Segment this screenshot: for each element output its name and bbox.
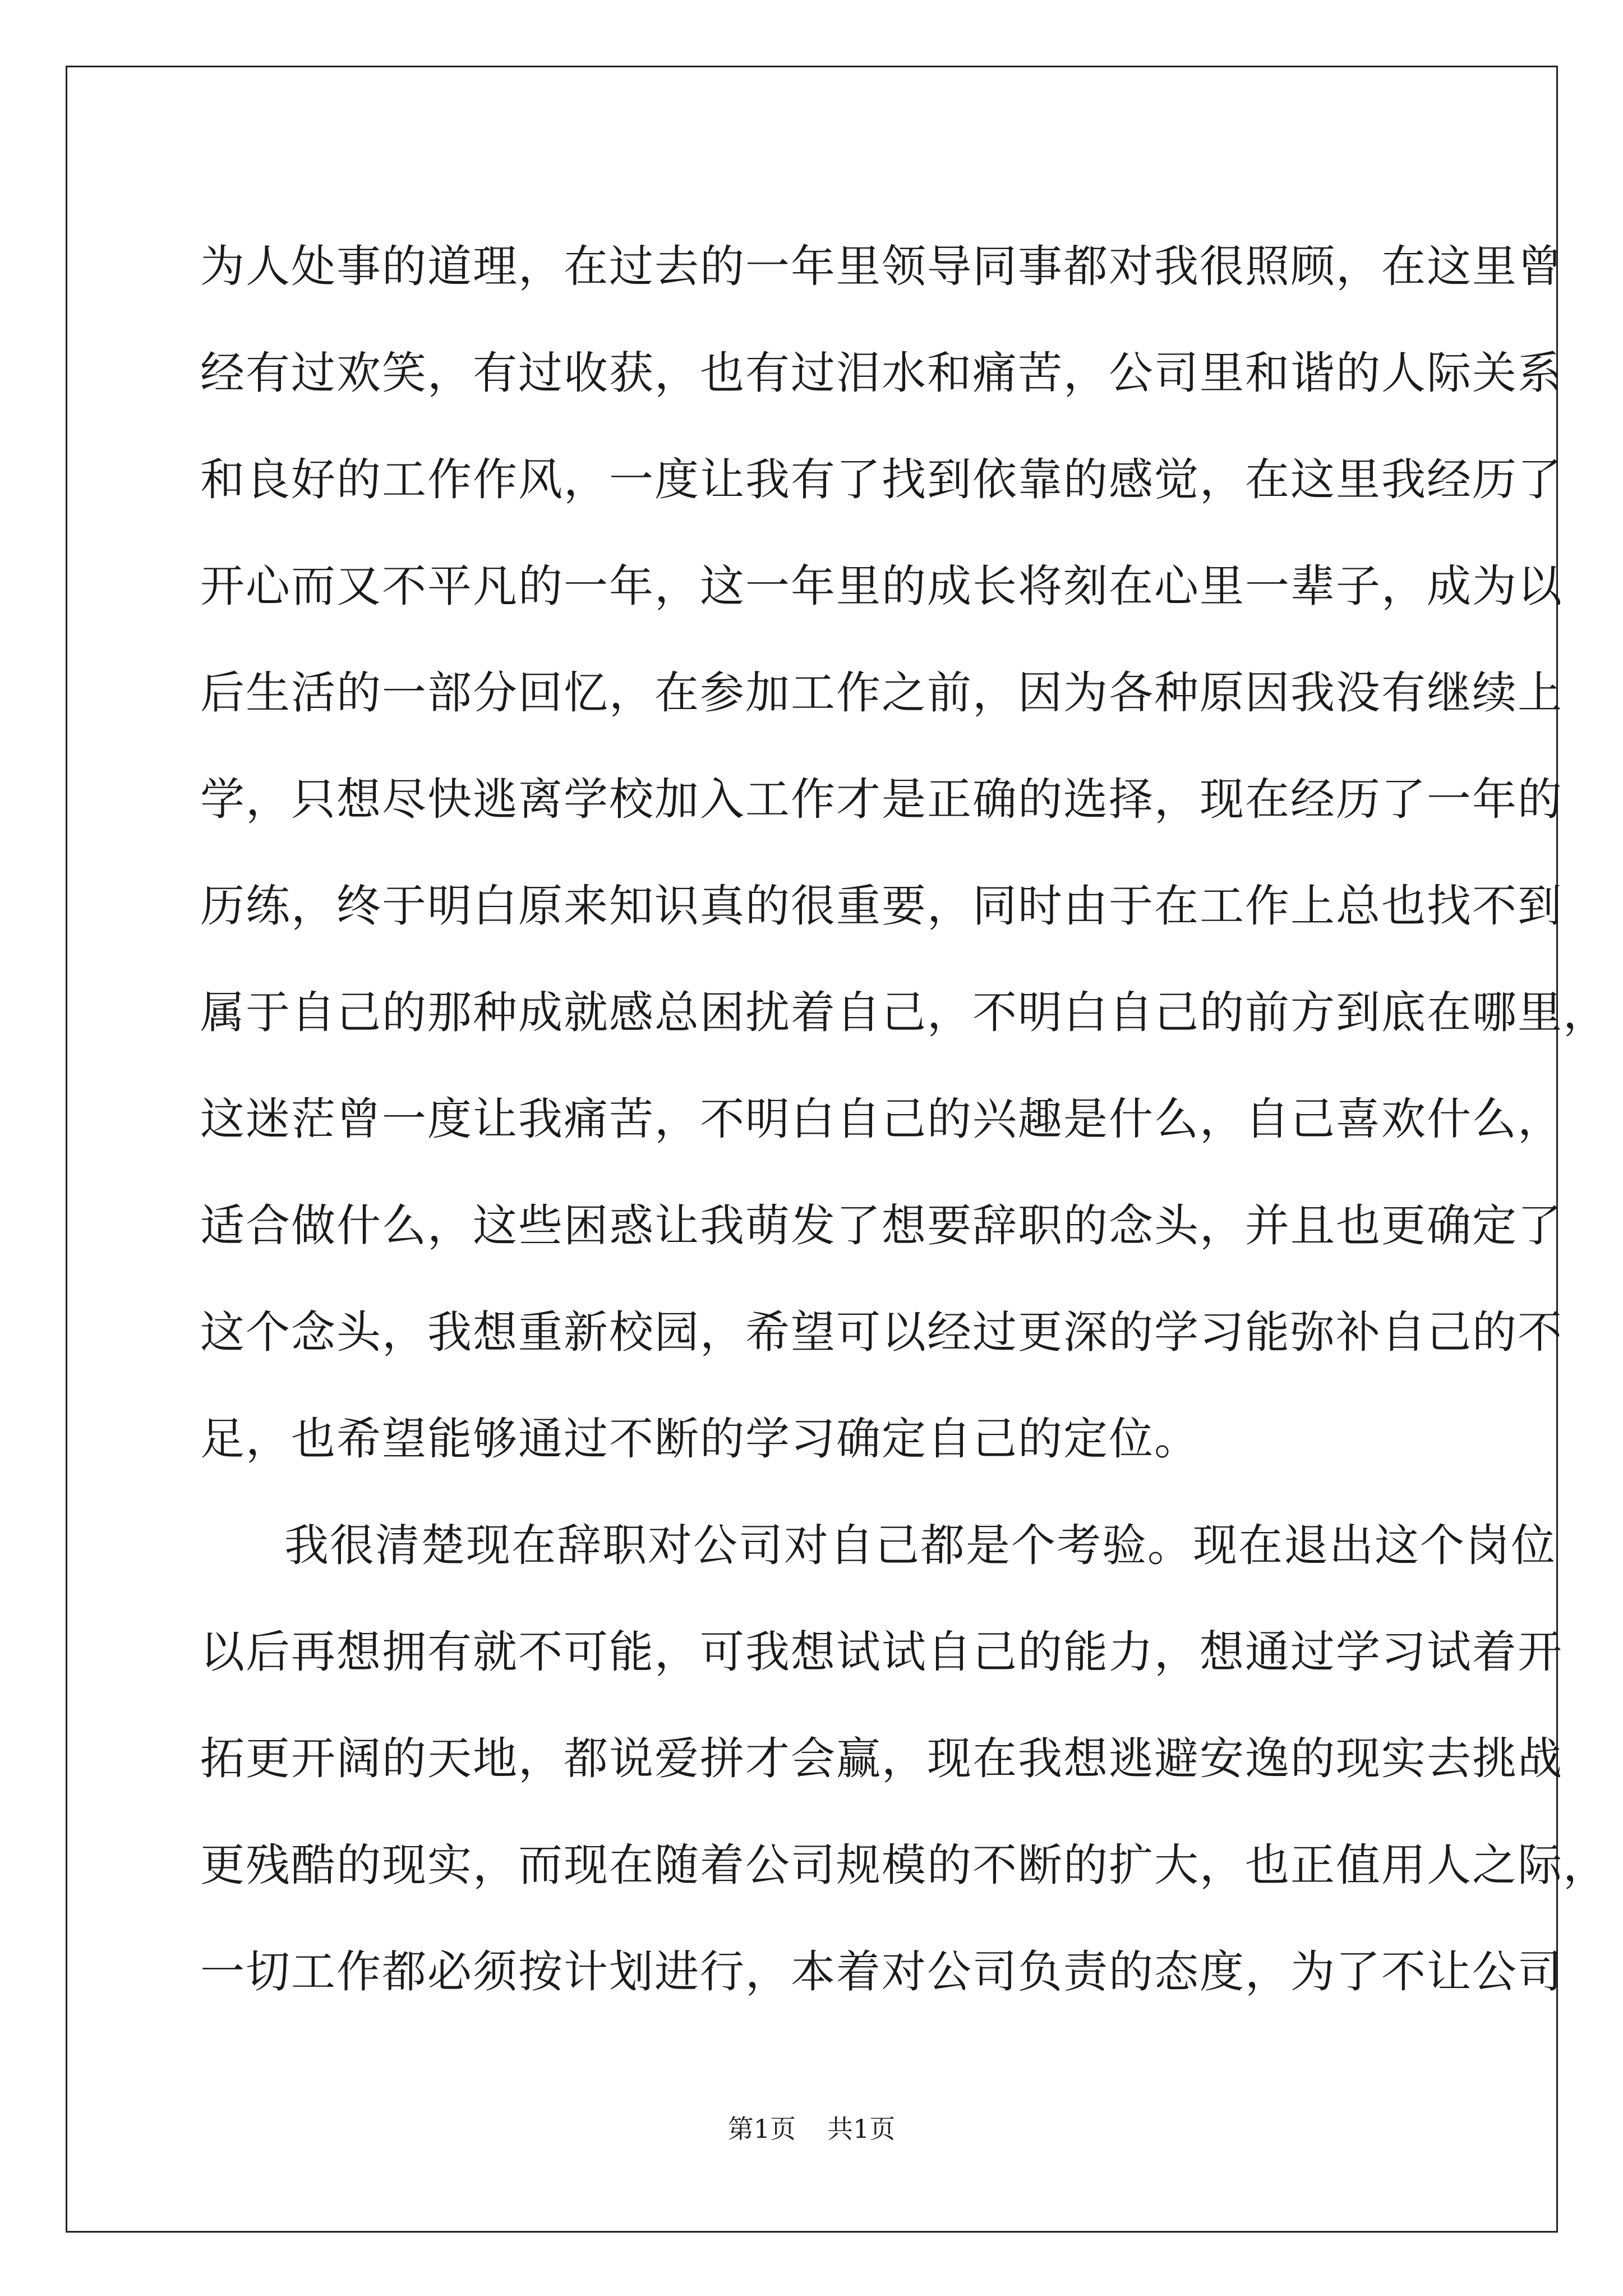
text-line: 为人处事的道理，在过去的一年里领导同事都对我很照顾，在这里曾 bbox=[200, 241, 1563, 292]
text-line: 这迷茫曾一度让我痛苦，不明白自己的兴趣是什么，自己喜欢什么， bbox=[200, 1093, 1563, 1145]
text-line: 历练，终于明白原来知识真的很重要，同时由于在工作上总也找不到 bbox=[200, 880, 1563, 932]
page-footer bbox=[0, 2112, 1623, 2146]
document-body bbox=[200, 213, 1608, 2025]
text-line: 一切工作都必须按计划进行，本着对公司负责的态度，为了不让公司 bbox=[200, 1946, 1563, 1998]
page-total: 共1页 bbox=[827, 2114, 896, 2144]
text-line: 拓更开阔的天地，都说爱拼才会赢，现在我想逃避安逸的现实去挑战 bbox=[200, 1733, 1563, 1784]
text-line: 属于自己的那种成就感总困扰着自己，不明白自己的前方到底在哪里， bbox=[200, 987, 1608, 1038]
text-line: 后生活的一部分回忆，在参加工作之前，因为各种原因我没有继续上 bbox=[200, 667, 1563, 719]
text-line: 学，只想尽快逃离学校加入工作才是正确的选择，现在经历了一年的 bbox=[200, 774, 1563, 825]
text-line-paragraph-start: 我很清楚现在辞职对公司对自己都是个考验。现在退出这个岗位 bbox=[284, 1520, 1556, 1571]
text-line: 这个念头，我想重新校园，希望可以经过更深的学习能弥补自己的不 bbox=[200, 1306, 1563, 1358]
text-line: 足，也希望能够通过不断的学习确定自己的定位。 bbox=[200, 1413, 1200, 1465]
text-line: 和良好的工作作风，一度让我有了找到依靠的感觉，在这里我经历了 bbox=[200, 454, 1563, 505]
text-line: 以后再想拥有就不可能，可我想试试自己的能力，想通过学习试着开 bbox=[200, 1626, 1563, 1678]
text-line: 经有过欢笑，有过收获，也有过泪水和痛苦，公司里和谐的人际关系 bbox=[200, 347, 1563, 399]
text-line: 开心而又不平凡的一年，这一年里的成长将刻在心里一辈子，成为以 bbox=[200, 560, 1563, 612]
text-line: 更残酷的现实，而现在随着公司规模的不断的扩大，也正值用人之际， bbox=[200, 1839, 1608, 1891]
page-number: 第1页 bbox=[727, 2114, 796, 2144]
text-line: 适合做什么，这些困惑让我萌发了想要辞职的念头，并且也更确定了 bbox=[200, 1200, 1563, 1251]
